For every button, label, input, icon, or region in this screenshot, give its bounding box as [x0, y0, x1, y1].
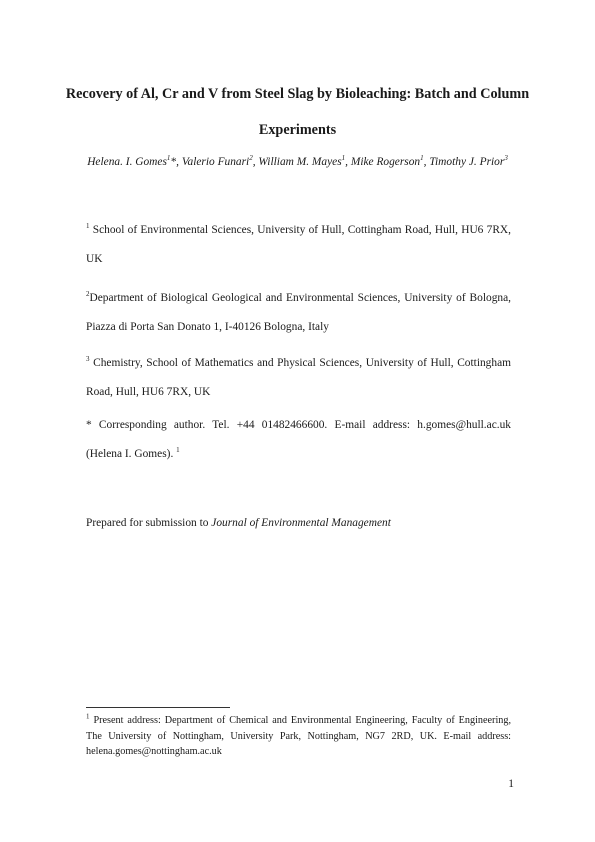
- footnote-text: Present address: Department of Chemical and Environmental Engineering, Faculty of Engineering, The University of Nottingham, University Park, Nottingham, NG7 2RD, UK. E-mail address: helena.gomes@nottingham.ac.uk: [86, 715, 512, 757]
- submission-note: [86, 509, 391, 538]
- affiliation-mark: 2: [86, 290, 90, 299]
- affiliation-mark: 3: [86, 355, 90, 364]
- affiliation-mark: 1: [86, 222, 90, 231]
- footnote: [86, 713, 511, 760]
- footnote-divider: [86, 707, 230, 708]
- author-affiliation-mark: 1: [341, 154, 346, 163]
- paper-title: Recovery of Al, Cr and V from Steel Slag by Bioleaching: Batch and Column Experiments: [65, 86, 530, 138]
- affiliation-text: Department of Biological Geological and Environmental Sciences, University of Bologna, Piazza di Porta San Donato 1, I-40126 Bologna, Italy: [86, 292, 511, 333]
- author-name: Helena. I. Gomes: [87, 156, 167, 168]
- journal-name: Journal of Environmental Management: [211, 517, 391, 529]
- page-number: 1: [508, 778, 514, 790]
- affiliation-text: School of Environmental Sciences, University of Hull, Cottingham Road, Hull, HU6 7RX, UK: [86, 224, 511, 265]
- corresponding-author: [86, 411, 511, 469]
- affiliation-3: [86, 349, 511, 407]
- affiliation-1: [86, 216, 511, 274]
- author-list: Helena. I. Gomes$^1$*, Valerio Funari$^2$, William M. Mayes$^1$, Mike Rogerson$^1$, Timothy J. Prior$^3$: [87, 154, 508, 168]
- footnote-reference-mark: 1: [176, 446, 180, 455]
- author-name: William M. Mayes: [258, 156, 342, 168]
- author-affiliation-mark: 2: [249, 154, 253, 163]
- author-name: Timothy J. Prior: [429, 156, 505, 168]
- author-affiliation-mark: 1: [420, 154, 424, 163]
- corresponding-star: *: [170, 156, 177, 168]
- author-affiliation-mark: 1: [166, 154, 171, 163]
- corresponding-author-text: * Corresponding author. Tel. +44 01482466600. E-mail address: h.gomes@hull.ac.uk (Helena I. Gomes).: [86, 419, 511, 460]
- author-name: Mike Rogerson: [350, 156, 421, 168]
- footnote-mark: 1: [86, 712, 90, 721]
- affiliation-text: Chemistry, School of Mathematics and Physical Sciences, University of Hull, Cottingham Road, Hull, HU6 7RX, UK: [86, 357, 511, 398]
- author-name: Valerio Funari: [181, 156, 250, 168]
- affiliation-2: [86, 284, 511, 342]
- submission-prefix: Prepared for submission to: [86, 517, 209, 529]
- author-affiliation-mark: 3: [504, 154, 508, 163]
